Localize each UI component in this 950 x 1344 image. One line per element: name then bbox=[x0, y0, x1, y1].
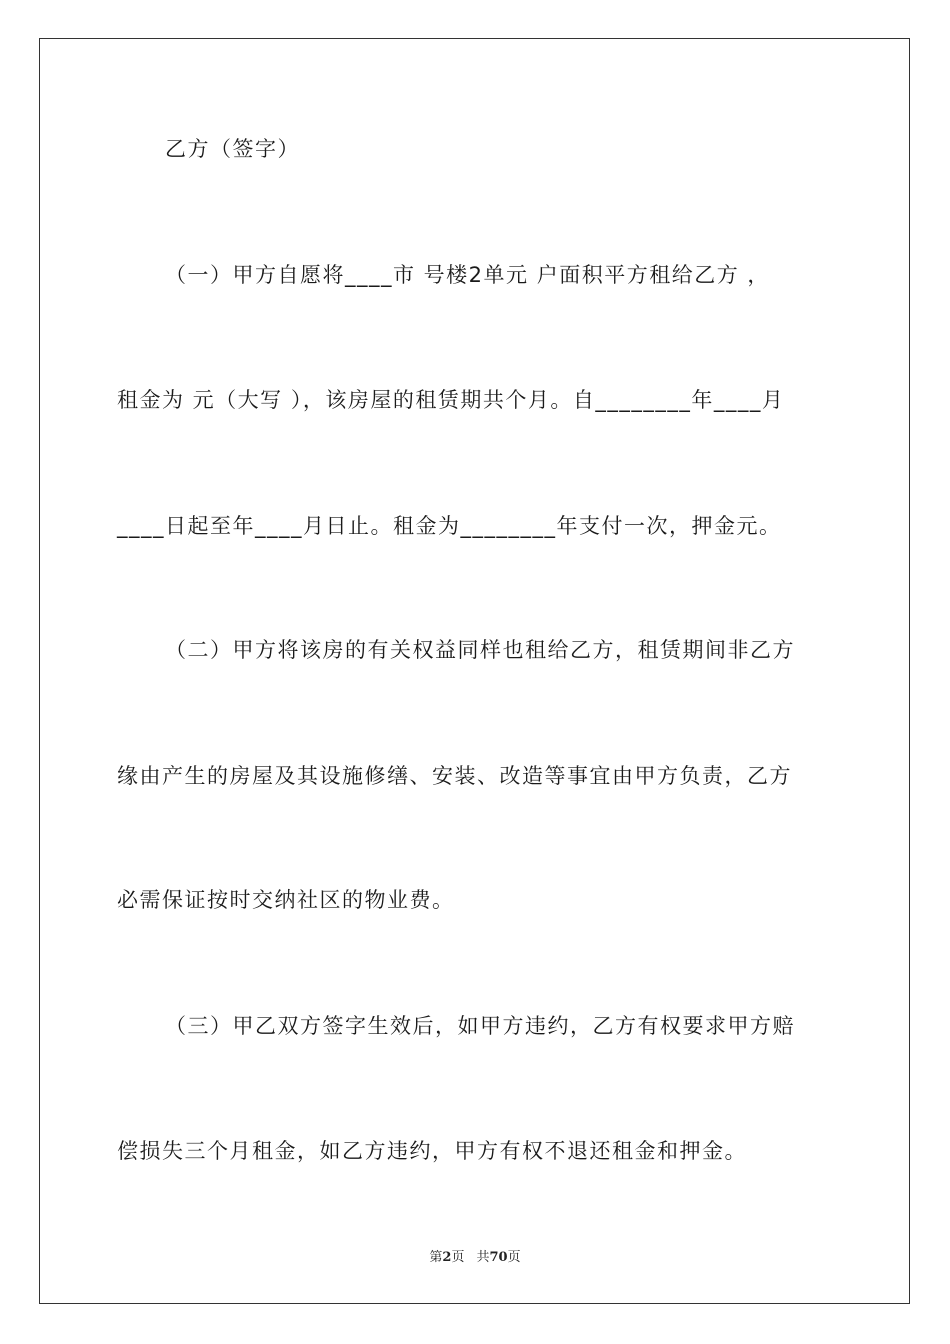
clause-one-line-2: 租金为 元（大写 ），该房屋的租赁期共个月。自________年____月 bbox=[117, 388, 785, 412]
page-number-prefix: 第 bbox=[429, 1250, 443, 1265]
page-number-suffix: 页 bbox=[451, 1250, 465, 1265]
clause-one-line-1: （一）甲方自愿将____市 号楼2单元 户面积平方租给乙方 ， bbox=[165, 263, 770, 287]
clause-one-line-3: ____日起至年____月日止。租金为________年支付一次，押金元。 bbox=[117, 514, 782, 538]
clause-three-line-2: 偿损失三个月租金，如乙方违约，甲方有权不退还租金和押金。 bbox=[117, 1139, 747, 1163]
clause-three-line-1: （三）甲乙双方签字生效后，如甲方违约，乙方有权要求甲方赔 bbox=[165, 1014, 795, 1038]
signature-line-party-b: 乙方（签字） bbox=[165, 137, 300, 161]
clause-two-line-3: 必需保证按时交纳社区的物业费。 bbox=[117, 888, 455, 912]
page-total-prefix: 共 bbox=[476, 1250, 490, 1265]
clause-two-line-2: 缘由产生的房屋及其设施修缮、安装、改造等事宜由甲方负责，乙方 bbox=[117, 764, 792, 788]
page-border bbox=[39, 38, 910, 1304]
page-total: 70 bbox=[489, 1250, 508, 1265]
page-total-suffix: 页 bbox=[507, 1250, 521, 1265]
clause-two-line-1: （二）甲方将该房的有关权益同样也租给乙方，租赁期间非乙方 bbox=[165, 638, 795, 662]
page-footer bbox=[0, 1246, 950, 1265]
page-number-current: 2 bbox=[442, 1250, 452, 1265]
